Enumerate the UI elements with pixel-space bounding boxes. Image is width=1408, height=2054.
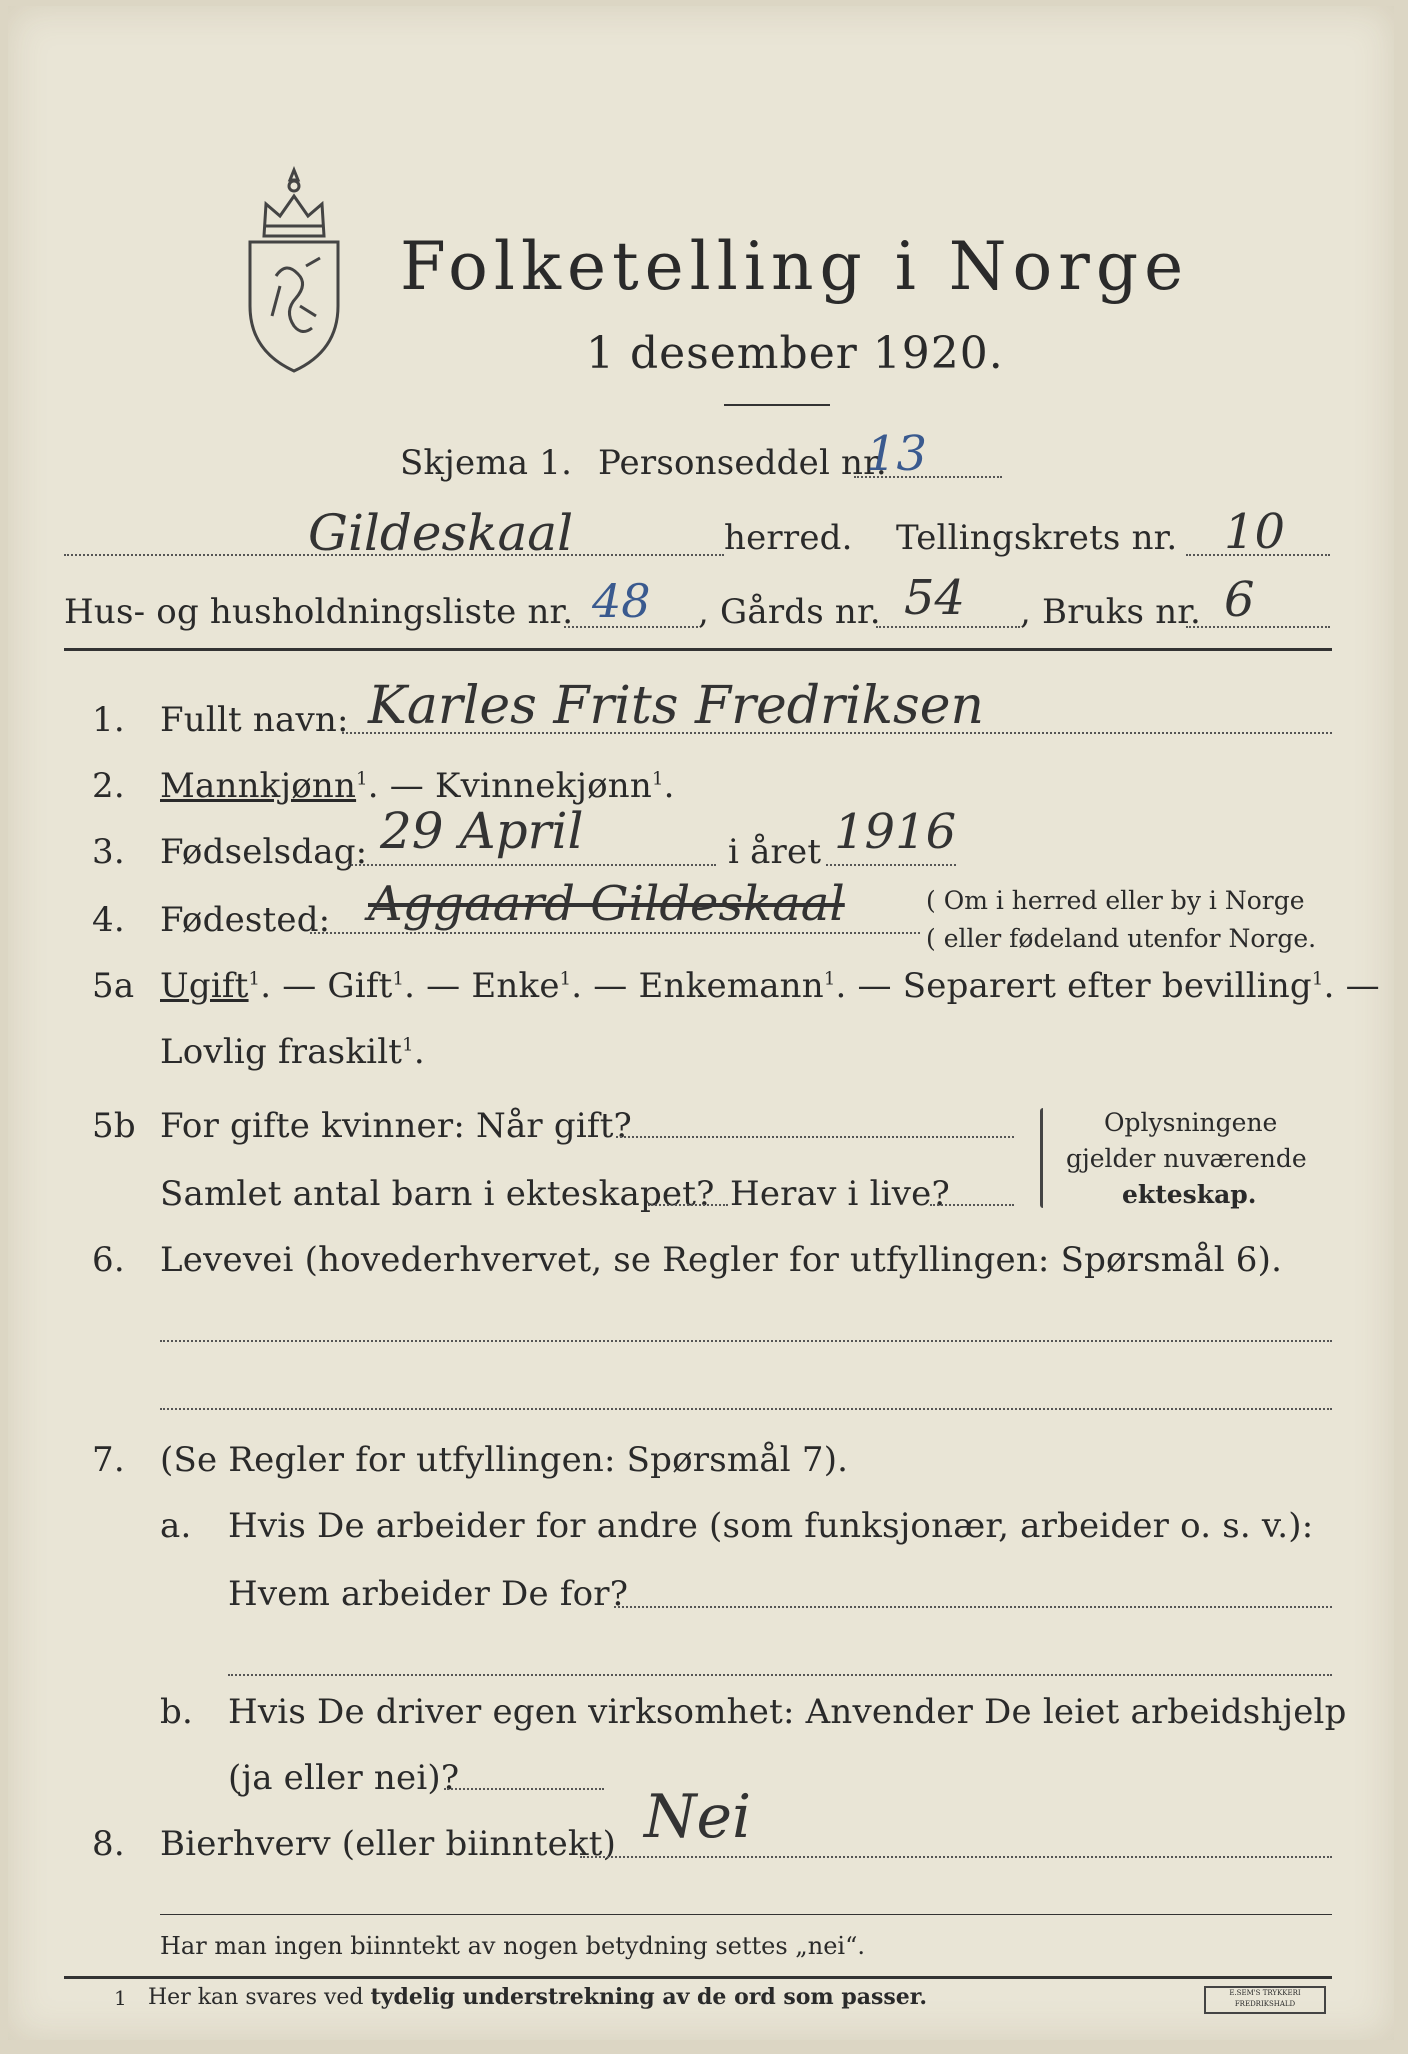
oplysning-note-1: Oplysningene xyxy=(1104,1108,1278,1137)
fraskilt-line: Lovlig fraskilt$^1$. xyxy=(160,1032,425,1072)
herav-i-live-label: Herav i live? xyxy=(730,1174,950,1214)
kvinnekjonn-option[interactable]: Kvinnekjønn xyxy=(434,766,652,806)
antal-barn-line xyxy=(648,1204,728,1206)
year-line xyxy=(826,864,956,866)
nar-gift-line xyxy=(616,1136,1014,1138)
header-rule xyxy=(64,648,1332,651)
tellingskrets-value[interactable]: 10 xyxy=(1224,504,1286,560)
oplysning-note-3: ekteskap. xyxy=(1122,1180,1257,1209)
q7b-letter: b. xyxy=(160,1692,193,1732)
q1-number: 1. xyxy=(92,700,125,740)
enke-option[interactable]: . — Enke xyxy=(404,966,560,1006)
levevei-label: Levevei (hovederhvervet, se Regler for utfyllingen: Spørsmål 6). xyxy=(160,1240,1283,1280)
nar-gift-label: For gifte kvinner: Når gift? xyxy=(160,1106,632,1146)
fodested-line xyxy=(310,932,920,934)
herred-value[interactable]: Gildeskaal xyxy=(308,504,574,562)
gender-line: Mannkjønn$^1$. — Kvinnekjønn$^1$. xyxy=(160,766,675,806)
bierhverv-line xyxy=(580,1856,1332,1858)
gards-value[interactable]: 54 xyxy=(904,570,966,626)
fodested-label: Fødested: xyxy=(160,900,331,940)
q7-label: (Se Regler for utfyllingen: Spørsmål 7). xyxy=(160,1440,849,1480)
mannkjonn-option[interactable]: Mannkjønn xyxy=(160,766,357,806)
bierhverv-value[interactable]: Nei xyxy=(644,1782,752,1852)
gards-line xyxy=(876,626,1020,628)
antal-barn-label: Samlet antal barn i ekteskapet? xyxy=(160,1174,715,1214)
q7a-text: Hvis De arbeider for andre (som funksjonær, arbeider o. s. v.): xyxy=(228,1506,1314,1546)
ja-eller-nei-label: (ja eller nei)? xyxy=(228,1758,460,1798)
bruks-value[interactable]: 6 xyxy=(1224,572,1255,628)
levevei-line-1[interactable] xyxy=(160,1340,1332,1342)
q4-number: 4. xyxy=(92,900,125,940)
civil-status-line: Ugift$^1$. — Gift$^1$. — Enke$^1$. — Enkemann$^1$. — Separert efter bevilling$^1$. — xyxy=(160,966,1380,1006)
levevei-line-2[interactable] xyxy=(160,1408,1332,1410)
enkemann-option[interactable]: . — Enkemann xyxy=(571,966,824,1006)
fullt-navn-value[interactable]: Karles Frits Fredriksen xyxy=(368,676,984,736)
fodselsdag-line xyxy=(348,864,716,866)
form-title: Folketelling i Norge xyxy=(400,228,1190,305)
separert-option[interactable]: . — Separert efter bevilling xyxy=(835,966,1312,1006)
gift-option[interactable]: . — Gift xyxy=(260,966,393,1006)
printer-stamp: E.SEM'S TRYKKERI FREDRIKSHALD xyxy=(1204,1986,1326,2014)
oplysning-note-2: gjelder nuværende xyxy=(1066,1144,1307,1173)
year-value[interactable]: 1916 xyxy=(834,804,957,860)
q5b-number: 5b xyxy=(92,1106,136,1146)
fraskilt-option[interactable]: Lovlig fraskilt xyxy=(160,1032,403,1072)
title-divider xyxy=(724,404,830,406)
skjema-label: Skjema 1. xyxy=(400,443,573,483)
q5a-number: 5a xyxy=(92,966,135,1006)
herred-label: herred. xyxy=(724,518,853,558)
fodested-value[interactable]: Aggaard Gildeskaal xyxy=(368,876,845,932)
herav-i-live-line xyxy=(930,1204,1014,1206)
q6-number: 6. xyxy=(92,1240,125,1280)
q2-number: 2. xyxy=(92,766,125,806)
biinntekt-note: Har man ingen biinntekt av nogen betydning settes „nei“. xyxy=(160,1932,865,1960)
q8-number: 8. xyxy=(92,1824,125,1864)
q3-number: 3. xyxy=(92,832,125,872)
gards-label: , Gårds nr. xyxy=(698,592,881,632)
hvem-arbeider-line-2[interactable] xyxy=(228,1674,1332,1676)
coat-of-arms-icon xyxy=(236,166,352,376)
year-label: i året xyxy=(728,832,822,872)
footer-rule xyxy=(160,1914,1332,1915)
tellingskrets-label: Tellingskrets nr. xyxy=(896,518,1178,558)
husholdningsliste-value[interactable]: 48 xyxy=(592,574,651,628)
hvem-arbeider-line[interactable] xyxy=(614,1606,1332,1608)
personseddel-label: Personseddel nr. xyxy=(598,443,887,483)
census-form xyxy=(8,6,1394,2040)
fodselsdag-value[interactable]: 29 April xyxy=(380,802,584,860)
bruks-label: , Bruks nr. xyxy=(1020,592,1202,632)
bierhverv-label: Bierhverv (eller biinntekt) xyxy=(160,1824,617,1864)
footnote-text: Her kan svares ved tydelig understrekning av de ord som passer. xyxy=(148,1984,928,2010)
census-date: 1 desember 1920. xyxy=(586,328,1004,379)
ugift-option[interactable]: Ugift xyxy=(160,966,249,1006)
hvem-arbeider-label: Hvem arbeider De for? xyxy=(228,1574,629,1614)
q7a-letter: a. xyxy=(160,1506,192,1546)
fodested-note-1: ( Om i herred eller by i Norge xyxy=(926,886,1305,915)
personseddel-value[interactable]: 13 xyxy=(866,426,928,482)
fodselsdag-label: Fødselsdag: xyxy=(160,832,368,872)
footnote-number: 1 xyxy=(114,1986,127,2010)
footnote-rule xyxy=(64,1976,1332,1979)
q7-number: 7. xyxy=(92,1440,125,1480)
q7b-text: Hvis De driver egen virksomhet: Anvender De leiet arbeidshjelp xyxy=(228,1692,1347,1732)
fodested-note-2: ( eller fødeland utenfor Norge. xyxy=(926,924,1317,953)
fullt-navn-label: Fullt navn: xyxy=(160,700,349,740)
bruks-line xyxy=(1186,626,1330,628)
husholdningsliste-label: Hus- og husholdningsliste nr. xyxy=(64,592,574,632)
note-bracket xyxy=(1040,1108,1043,1208)
ja-eller-nei-line[interactable] xyxy=(444,1788,604,1790)
